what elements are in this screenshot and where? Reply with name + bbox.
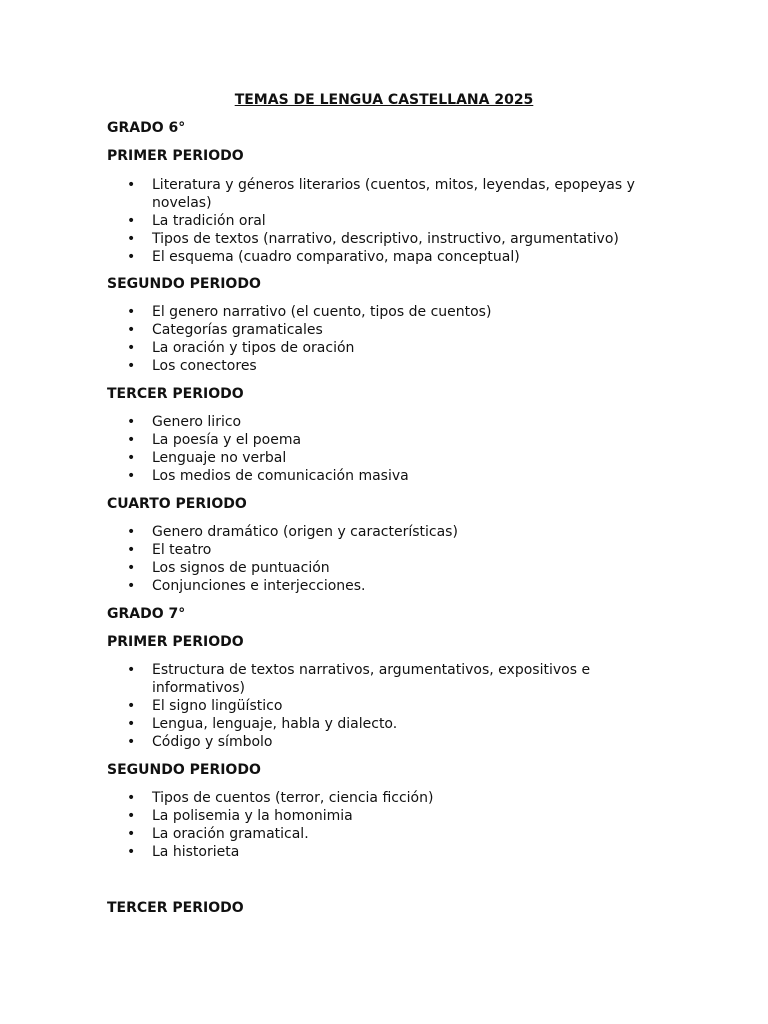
- list-item: [0, 559, 768, 577]
- list-item: [0, 577, 768, 595]
- period-heading: TERCER PERIODO: [107, 386, 244, 402]
- bullet-icon: •: [127, 249, 136, 265]
- grade-heading: GRADO 6°: [107, 120, 186, 136]
- list-item-text: La oración gramatical.: [152, 826, 309, 842]
- bullet-icon: •: [127, 662, 136, 678]
- list-item-text: Conjunciones e interjecciones.: [152, 578, 366, 594]
- list-item: [0, 339, 768, 357]
- bullet-icon: •: [127, 790, 136, 806]
- bullet-icon: •: [127, 213, 136, 229]
- list-item: [0, 733, 768, 751]
- list-item-text: Tipos de textos (narrativo, descriptivo, instructivo, argumentativo): [152, 231, 619, 247]
- bullet-icon: •: [127, 358, 136, 374]
- list-item: [0, 176, 768, 212]
- topic-list: [0, 523, 768, 595]
- list-item: [0, 661, 768, 697]
- bullet-icon: •: [127, 698, 136, 714]
- grade-heading: GRADO 7°: [107, 606, 186, 622]
- list-item: [0, 825, 768, 843]
- bullet-icon: •: [127, 844, 136, 860]
- list-item-text: Lengua, lenguaje, habla y dialecto.: [152, 716, 398, 732]
- period-heading: PRIMER PERIODO: [107, 148, 244, 164]
- bullet-icon: •: [127, 808, 136, 824]
- list-item: [0, 467, 768, 485]
- bullet-icon: •: [127, 231, 136, 247]
- list-item: [0, 789, 768, 807]
- list-item: [0, 449, 768, 467]
- period-heading: SEGUNDO PERIODO: [107, 276, 261, 292]
- topic-list: [0, 176, 768, 266]
- topic-list: [0, 789, 768, 861]
- bullet-icon: •: [127, 524, 136, 540]
- list-item: [0, 697, 768, 715]
- list-item: [0, 431, 768, 449]
- list-item-text: Los signos de puntuación: [152, 560, 330, 576]
- list-item-text: Los conectores: [152, 358, 257, 374]
- list-item-text: El teatro: [152, 542, 212, 558]
- list-item-text: La oración y tipos de oración: [152, 340, 355, 356]
- period-heading: CUARTO PERIODO: [107, 496, 247, 512]
- list-item-text: Categorías gramaticales: [152, 322, 323, 338]
- bullet-icon: •: [127, 304, 136, 320]
- list-item-text: Literatura y géneros literarios (cuentos, mitos, leyendas, epopeyas y novelas): [152, 177, 635, 211]
- list-item: [0, 715, 768, 733]
- list-item-text: Los medios de comunicación masiva: [152, 468, 409, 484]
- list-item: [0, 248, 768, 266]
- period-heading: SEGUNDO PERIODO: [107, 762, 261, 778]
- list-item: [0, 541, 768, 559]
- list-item-text: Tipos de cuentos (terror, ciencia ficción): [152, 790, 434, 806]
- bullet-icon: •: [127, 340, 136, 356]
- topic-list: [0, 413, 768, 485]
- bullet-icon: •: [127, 542, 136, 558]
- period-heading: TERCER PERIODO: [107, 900, 244, 916]
- list-item: [0, 843, 768, 861]
- list-item-text: La historieta: [152, 844, 240, 860]
- list-item: [0, 303, 768, 321]
- list-item: [0, 212, 768, 230]
- list-item: [0, 230, 768, 248]
- bullet-icon: •: [127, 578, 136, 594]
- list-item: [0, 807, 768, 825]
- bullet-icon: •: [127, 716, 136, 732]
- list-item: [0, 523, 768, 541]
- period-heading: PRIMER PERIODO: [107, 634, 244, 650]
- list-item: [0, 357, 768, 375]
- bullet-icon: •: [127, 432, 136, 448]
- list-item-text: Genero dramático (origen y características): [152, 524, 458, 540]
- document-title: TEMAS DE LENGUA CASTELLANA 2025: [234, 92, 534, 108]
- list-item-text: La poesía y el poema: [152, 432, 302, 448]
- bullet-icon: •: [127, 826, 136, 842]
- list-item-text: El signo lingüístico: [152, 698, 283, 714]
- list-item-text: El esquema (cuadro comparativo, mapa conceptual): [152, 249, 520, 265]
- bullet-icon: •: [127, 560, 136, 576]
- bullet-icon: •: [127, 177, 136, 193]
- list-item-text: La polisemia y la homonimia: [152, 808, 353, 824]
- list-item-text: Lenguaje no verbal: [152, 450, 287, 466]
- bullet-icon: •: [127, 468, 136, 484]
- list-item-text: Genero lirico: [152, 414, 242, 430]
- bullet-icon: •: [127, 414, 136, 430]
- list-item: [0, 413, 768, 431]
- bullet-icon: •: [127, 322, 136, 338]
- list-item-text: El genero narrativo (el cuento, tipos de cuentos): [152, 304, 492, 320]
- topic-list: [0, 661, 768, 751]
- bullet-icon: •: [127, 450, 136, 466]
- topic-list: [0, 303, 768, 375]
- list-item-text: Código y símbolo: [152, 734, 273, 750]
- bullet-icon: •: [127, 734, 136, 750]
- list-item: [0, 321, 768, 339]
- list-item-text: La tradición oral: [152, 213, 266, 229]
- list-item-text: Estructura de textos narrativos, argumentativos, expositivos e informativos): [152, 662, 591, 696]
